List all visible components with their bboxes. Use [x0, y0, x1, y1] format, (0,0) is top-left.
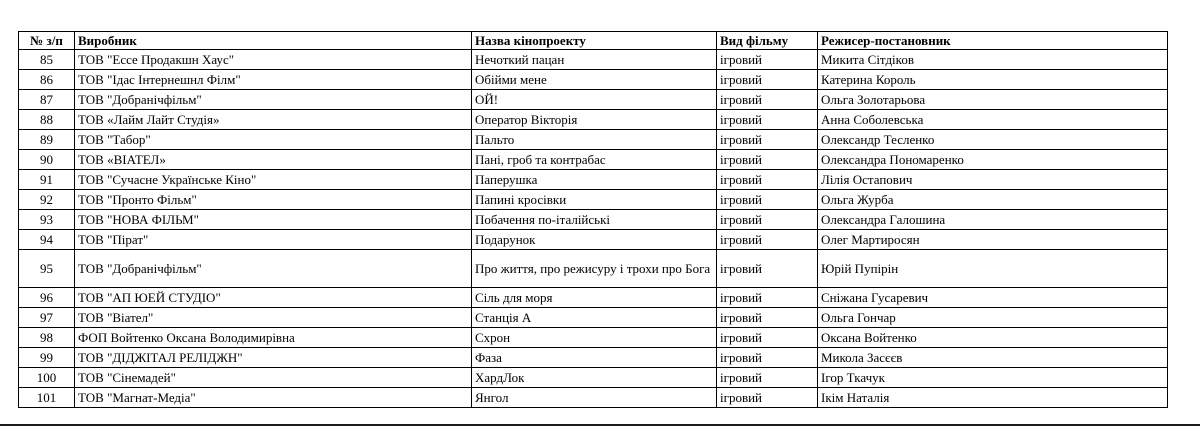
- cell-director: Ольга Золотарьова: [818, 90, 1168, 110]
- cell-director: Ольга Журба: [818, 190, 1168, 210]
- header-project: Назва кінопроекту: [472, 32, 717, 50]
- cell-type: ігровий: [717, 230, 818, 250]
- cell-project: Станція А: [472, 308, 717, 328]
- table-row: [19, 170, 1168, 190]
- cell-project: Папині кросівки: [472, 190, 717, 210]
- cell-director: Ольга Гончар: [818, 308, 1168, 328]
- cell-director: Лілія Остапович: [818, 170, 1168, 190]
- cell-producer: ТОВ "Віател": [75, 308, 472, 328]
- cell-project: Янгол: [472, 388, 717, 408]
- table-row: [19, 328, 1168, 348]
- cell-producer: ТОВ "ДІДЖІТАЛ РЕЛІДЖН": [75, 348, 472, 368]
- cell-project: Обійми мене: [472, 70, 717, 90]
- cell-project: Про життя, про режисуру і трохи про Бога: [472, 250, 717, 288]
- table-row: [19, 308, 1168, 328]
- cell-type: ігровий: [717, 190, 818, 210]
- cell-project: Подарунок: [472, 230, 717, 250]
- table-row: [19, 130, 1168, 150]
- cell-director: Оксана Войтенко: [818, 328, 1168, 348]
- table-row: [19, 70, 1168, 90]
- cell-num: 88: [19, 110, 75, 130]
- cell-type: ігровий: [717, 308, 818, 328]
- cell-producer: ТОВ "Добранічфільм": [75, 250, 472, 288]
- cell-producer: ТОВ «ВІАТЕЛ»: [75, 150, 472, 170]
- cell-num: 89: [19, 130, 75, 150]
- table-row: [19, 348, 1168, 368]
- cell-num: 93: [19, 210, 75, 230]
- cell-num: 94: [19, 230, 75, 250]
- cell-producer: ТОВ «Лайм Лайт Студія»: [75, 110, 472, 130]
- cell-project: ОЙ!: [472, 90, 717, 110]
- cell-project: Фаза: [472, 348, 717, 368]
- cell-num: 86: [19, 70, 75, 90]
- cell-producer: ТОВ "Ідас Інтернешнл Філм": [75, 70, 472, 90]
- table-row: [19, 250, 1168, 288]
- cell-director: Олександра Пономаренко: [818, 150, 1168, 170]
- page-bottom-rule: [0, 424, 1200, 426]
- cell-producer: ТОВ "Сінемадей": [75, 368, 472, 388]
- cell-director: Сніжана Гусаревич: [818, 288, 1168, 308]
- header-producer: Виробник: [75, 32, 472, 50]
- cell-type: ігровий: [717, 50, 818, 70]
- header-num: № з/п: [19, 32, 75, 50]
- cell-director: Олег Мартиросян: [818, 230, 1168, 250]
- cell-num: 101: [19, 388, 75, 408]
- cell-project: Сіль для моря: [472, 288, 717, 308]
- table-row: [19, 230, 1168, 250]
- cell-type: ігровий: [717, 250, 818, 288]
- cell-project: Пальто: [472, 130, 717, 150]
- cell-type: ігровий: [717, 368, 818, 388]
- cell-director: Олександра Галошина: [818, 210, 1168, 230]
- cell-num: 91: [19, 170, 75, 190]
- cell-producer: ТОВ "Сучасне Українське Кіно": [75, 170, 472, 190]
- cell-producer: ТОВ "Пронто Фільм": [75, 190, 472, 210]
- cell-project: Паперушка: [472, 170, 717, 190]
- cell-producer: ФОП Войтенко Оксана Володимирівна: [75, 328, 472, 348]
- cell-type: ігровий: [717, 328, 818, 348]
- table-row: [19, 288, 1168, 308]
- cell-num: 87: [19, 90, 75, 110]
- cell-director: Юрій Пупірін: [818, 250, 1168, 288]
- cell-type: ігровий: [717, 70, 818, 90]
- table-row: [19, 210, 1168, 230]
- cell-director: Ікім Наталія: [818, 388, 1168, 408]
- cell-num: 90: [19, 150, 75, 170]
- cell-project: ХардЛок: [472, 368, 717, 388]
- cell-num: 99: [19, 348, 75, 368]
- cell-project: Побачення по-італійські: [472, 210, 717, 230]
- cell-producer: ТОВ "Табор": [75, 130, 472, 150]
- cell-type: ігровий: [717, 388, 818, 408]
- cell-num: 96: [19, 288, 75, 308]
- table-row: [19, 150, 1168, 170]
- cell-project: Схрон: [472, 328, 717, 348]
- cell-type: ігровий: [717, 90, 818, 110]
- table-row: [19, 110, 1168, 130]
- cell-num: 95: [19, 250, 75, 288]
- table-header-row: [19, 32, 1168, 50]
- cell-project: Оператор Вікторія: [472, 110, 717, 130]
- cell-num: 85: [19, 50, 75, 70]
- films-table: [18, 31, 1168, 408]
- cell-type: ігровий: [717, 288, 818, 308]
- cell-num: 100: [19, 368, 75, 388]
- cell-num: 98: [19, 328, 75, 348]
- cell-director: Микита Сітдіков: [818, 50, 1168, 70]
- cell-type: ігровий: [717, 348, 818, 368]
- cell-type: ігровий: [717, 150, 818, 170]
- cell-num: 97: [19, 308, 75, 328]
- cell-type: ігровий: [717, 110, 818, 130]
- header-type: Вид фільму: [717, 32, 818, 50]
- table-row: [19, 50, 1168, 70]
- cell-producer: ТОВ "Пірат": [75, 230, 472, 250]
- films-table-wrapper: [18, 31, 1168, 408]
- table-row: [19, 388, 1168, 408]
- cell-producer: ТОВ "НОВА ФІЛЬМ": [75, 210, 472, 230]
- table-body: [19, 50, 1168, 408]
- cell-director: Олександр Тесленко: [818, 130, 1168, 150]
- cell-director: Анна Соболевська: [818, 110, 1168, 130]
- table-row: [19, 368, 1168, 388]
- cell-producer: ТОВ "Магнат-Медіа": [75, 388, 472, 408]
- cell-producer: ТОВ "АП ЮЕЙ СТУДІО": [75, 288, 472, 308]
- cell-director: Ігор Ткачук: [818, 368, 1168, 388]
- cell-director: Катерина Король: [818, 70, 1168, 90]
- cell-producer: ТОВ "Добранічфільм": [75, 90, 472, 110]
- cell-project: Пані, гроб та контрабас: [472, 150, 717, 170]
- header-director: Режисер-постановник: [818, 32, 1168, 50]
- cell-project: Нечоткий пацан: [472, 50, 717, 70]
- table-row: [19, 190, 1168, 210]
- cell-num: 92: [19, 190, 75, 210]
- cell-type: ігровий: [717, 170, 818, 190]
- table-row: [19, 90, 1168, 110]
- cell-producer: ТОВ "Ессе Продакшн Хаус": [75, 50, 472, 70]
- cell-type: ігровий: [717, 130, 818, 150]
- cell-type: ігровий: [717, 210, 818, 230]
- cell-director: Микола Засєєв: [818, 348, 1168, 368]
